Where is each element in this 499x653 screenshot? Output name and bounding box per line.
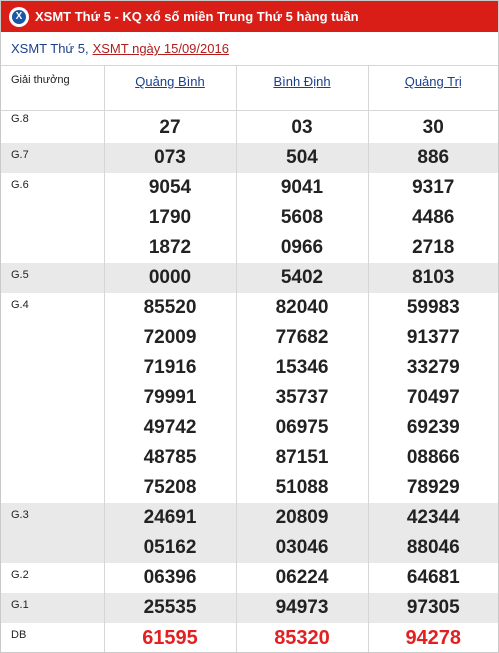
table-row <box>1 173 498 263</box>
result-cell <box>236 263 368 293</box>
prize-number: 9054 <box>148 176 192 198</box>
prize-number: 24691 <box>143 506 197 528</box>
prize-number: 1872 <box>148 236 192 258</box>
prize-number: 82040 <box>275 296 329 318</box>
prize-number: 05162 <box>143 536 197 558</box>
prize-number: 9041 <box>280 176 324 198</box>
province-link[interactable]: Bình Định <box>273 74 331 89</box>
result-cell <box>368 593 498 623</box>
prize-number: 5608 <box>280 206 324 228</box>
prize-number: 15346 <box>275 356 329 378</box>
prize-number: 71916 <box>143 356 197 378</box>
result-cell <box>104 623 236 653</box>
prize-number: 886 <box>417 146 450 168</box>
result-cell <box>236 593 368 623</box>
prize-number: 97305 <box>406 596 460 618</box>
result-cell <box>104 593 236 623</box>
prize-number: 8103 <box>412 266 455 288</box>
result-cell <box>236 293 368 503</box>
prize-number: 504 <box>286 146 318 168</box>
prize-number: 51088 <box>275 476 329 498</box>
result-cell <box>236 173 368 263</box>
prize-number: 59983 <box>406 296 460 318</box>
result-cell <box>368 173 498 263</box>
result-cell <box>368 293 498 503</box>
results-body <box>1 110 498 653</box>
prize-number: 42344 <box>406 506 460 528</box>
prize-number: 06224 <box>275 566 329 588</box>
prize-label: G.4 <box>11 298 29 311</box>
result-cell <box>368 623 498 653</box>
prize-label: G.1 <box>1 593 104 623</box>
title-bar <box>1 1 498 32</box>
prize-label: G.6 <box>11 178 29 191</box>
result-cell <box>104 263 236 293</box>
result-cell <box>368 263 498 293</box>
prize-number: 48785 <box>143 446 197 468</box>
prize-number: 77682 <box>275 326 329 348</box>
breadcrumb-prefix: XSMT Thứ 5, <box>11 41 89 56</box>
prize-number: 33279 <box>406 356 460 378</box>
result-cell <box>104 143 236 173</box>
prize-number: 69239 <box>406 416 460 438</box>
prize-number: 94973 <box>275 596 329 618</box>
prize-number: 72009 <box>143 326 197 348</box>
logo-letter: X <box>12 10 26 24</box>
prize-number: 27 <box>159 116 181 138</box>
prize-label: G.8 <box>11 112 29 125</box>
prize-number: 35737 <box>275 386 329 408</box>
prize-number: 30 <box>422 116 444 138</box>
prize-number: 0966 <box>280 236 324 258</box>
table-header-row <box>1 66 498 110</box>
result-cell <box>236 110 368 143</box>
prize-number: 87151 <box>275 446 329 468</box>
prize-number: 85520 <box>143 296 197 318</box>
date-link[interactable]: XSMT ngày 15/09/2016 <box>92 41 229 56</box>
lottery-logo-icon <box>9 7 29 27</box>
prize-number: 79991 <box>143 386 197 408</box>
prize-number: 2718 <box>412 236 455 258</box>
prize-number: 78929 <box>406 476 460 498</box>
prize-number: 08866 <box>406 446 460 468</box>
table-row <box>1 623 498 653</box>
result-cell <box>104 293 236 503</box>
prize-number: 75208 <box>143 476 197 498</box>
table-row <box>1 110 498 143</box>
prize-label: G.2 <box>11 568 29 581</box>
special-prize-number: 85320 <box>274 626 330 649</box>
table-row <box>1 503 498 563</box>
special-prize-number: 61595 <box>142 626 198 649</box>
prize-number: 5402 <box>280 266 324 288</box>
prize-number: 20809 <box>275 506 329 528</box>
result-cell <box>236 503 368 563</box>
breadcrumb <box>1 32 498 66</box>
result-cell <box>236 623 368 653</box>
result-cell <box>368 563 498 593</box>
prize-number: 25535 <box>143 596 197 618</box>
prize-column-header: Giải thưởng <box>1 66 104 110</box>
result-cell <box>236 563 368 593</box>
prize-number: 9317 <box>412 176 455 198</box>
result-cell <box>104 563 236 593</box>
province-header-quang-tri <box>368 66 498 110</box>
province-header-binh-dinh <box>236 66 368 110</box>
prize-label: G.7 <box>1 143 104 173</box>
special-prize-number: 94278 <box>405 626 462 649</box>
result-cell <box>368 110 498 143</box>
prize-number: 49742 <box>143 416 197 438</box>
prize-label: G.5 <box>1 263 104 293</box>
table-row <box>1 263 498 293</box>
result-cell <box>104 173 236 263</box>
results-table <box>1 66 498 653</box>
prize-number: 4486 <box>412 206 455 228</box>
result-cell <box>368 143 498 173</box>
prize-number: 06975 <box>275 416 329 438</box>
prize-number: 1790 <box>148 206 192 228</box>
prize-number: 03 <box>291 116 313 138</box>
province-link[interactable]: Quảng Trị <box>404 74 462 89</box>
prize-number: 06396 <box>143 566 197 588</box>
result-cell <box>236 143 368 173</box>
province-link[interactable]: Quảng Bình <box>135 74 205 89</box>
prize-number: 073 <box>154 146 186 168</box>
prize-number: 64681 <box>406 566 460 588</box>
province-header-quang-binh <box>104 66 236 110</box>
prize-number: 0000 <box>148 266 192 288</box>
prize-number: 70497 <box>406 386 460 408</box>
prize-label: G.3 <box>1 503 104 563</box>
prize-number: 91377 <box>406 326 460 348</box>
table-row <box>1 593 498 623</box>
table-row <box>1 293 498 503</box>
table-row <box>1 143 498 173</box>
result-cell <box>368 503 498 563</box>
prize-number: 88046 <box>406 536 460 558</box>
prize-label: DB <box>11 628 27 641</box>
result-cell <box>104 503 236 563</box>
prize-number: 03046 <box>275 536 329 558</box>
page-title: XSMT Thứ 5 - KQ xổ số miền Trung Thứ 5 hàng tuần <box>35 9 359 24</box>
table-row <box>1 563 498 593</box>
result-cell <box>104 110 236 143</box>
